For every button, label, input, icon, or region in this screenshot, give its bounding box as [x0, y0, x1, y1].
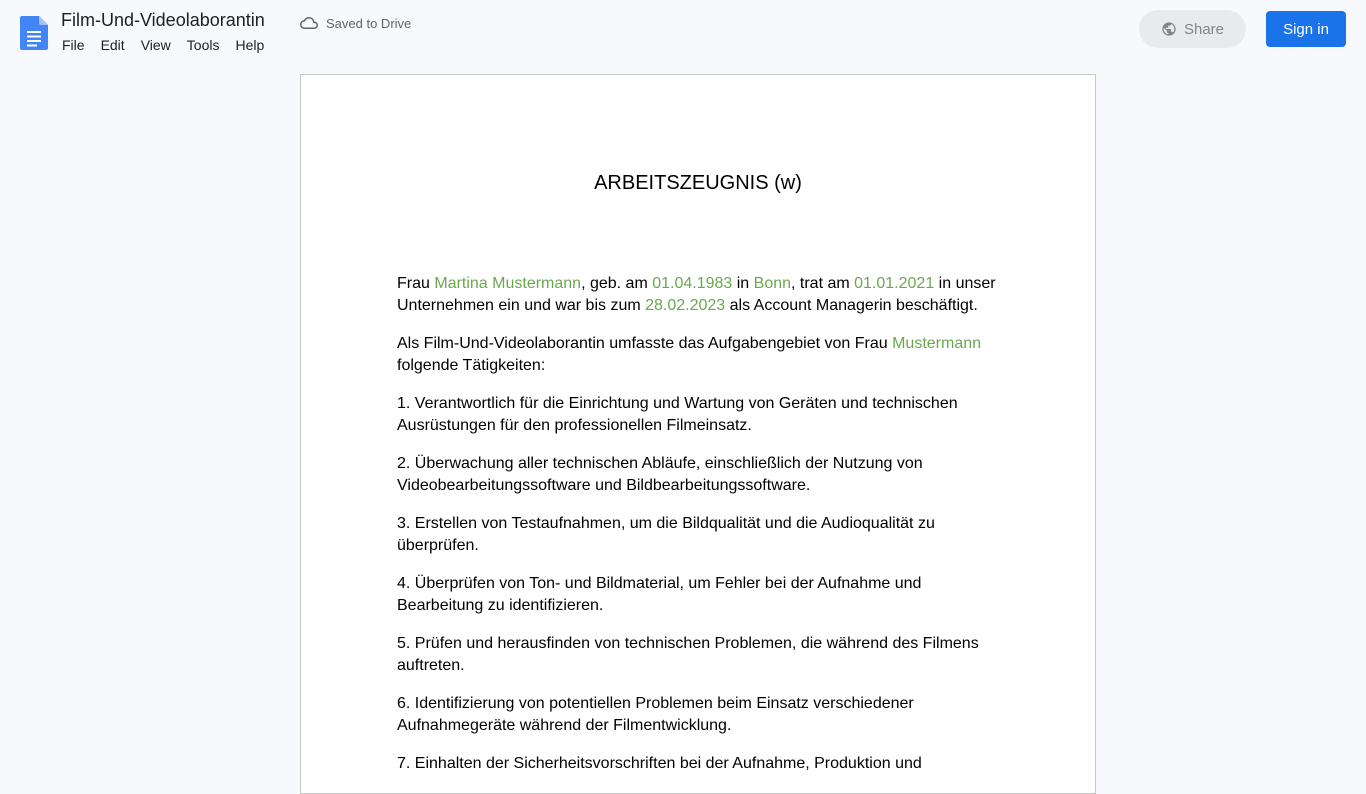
cloud-done-icon	[300, 14, 318, 32]
menu-help[interactable]: Help	[235, 37, 265, 53]
task-item: 6. Identifizierung von potentiellen Problemen beim Einsatz verschiedener Aufnahmegeräte während der Filmentwicklung.	[397, 695, 914, 734]
sign-in-button[interactable]: Sign in	[1266, 11, 1346, 47]
document-page[interactable]	[300, 74, 1096, 794]
birth-place: Bonn	[753, 275, 792, 292]
task-item: 5. Prüfen und herausfinden von technischen Problemen, die während des Filmens auftreten.	[397, 635, 979, 674]
docs-logo-icon[interactable]	[20, 16, 48, 50]
menu-file[interactable]: File	[62, 37, 85, 53]
globe-icon	[1161, 21, 1177, 37]
tasks-intro-text: folgende Tätigkeiten:	[397, 357, 546, 374]
tasks-intro-text: Als Film-Und-Videolaborantin umfasste das Aufgabengebiet von Frau	[397, 335, 893, 352]
menu-tools[interactable]: Tools	[186, 37, 220, 53]
menu-edit[interactable]: Edit	[100, 37, 125, 53]
task-item: 2. Überwachung aller technischen Abläufe, einschließlich der Nutzung von Videobearbeitungssoftware und Bildbearbeitungssoftware.	[397, 455, 923, 494]
intro-paragraph	[397, 273, 999, 317]
document-title[interactable]: Film-Und-Videolaborantin	[61, 10, 265, 30]
save-status-label: Saved to Drive	[326, 15, 412, 31]
birth-date: 01.04.1983	[652, 275, 733, 292]
intro-text: , trat am	[791, 275, 855, 292]
task-item: 1. Verantwortlich für die Einrichtung und Wartung von Geräten und technischen Ausrüstungen für den professionellen Filmeinsatz.	[397, 395, 958, 434]
tasks-intro-paragraph	[397, 333, 999, 377]
document-heading: ARBEITSZEUGNIS (w)	[594, 172, 802, 194]
end-date: 28.02.2023	[645, 297, 726, 314]
top-bar	[0, 0, 1366, 64]
employee-name: Martina Mustermann	[434, 275, 582, 292]
intro-text: als Account Managerin beschäftigt.	[725, 297, 978, 314]
menu-view[interactable]: View	[140, 37, 171, 53]
start-date: 01.01.2021	[854, 275, 935, 292]
task-item: 7. Einhalten der Sicherheitsvorschriften bei der Aufnahme, Produktion und	[397, 755, 922, 772]
task-item: 4. Überprüfen von Ton- und Bildmaterial, um Fehler bei der Aufnahme und Bearbeitung zu identifizieren.	[397, 575, 922, 614]
intro-text: in	[732, 275, 754, 292]
employee-surname: Mustermann	[892, 335, 982, 352]
save-status[interactable]	[300, 14, 411, 32]
document-body	[397, 273, 999, 791]
share-button-label: Share	[1183, 20, 1225, 38]
menu-bar	[54, 36, 272, 56]
share-button[interactable]	[1139, 10, 1246, 48]
intro-text: Frau	[397, 275, 435, 292]
intro-text: in unser Unternehmen ein und war bis zum	[397, 275, 996, 314]
task-item: 3. Erstellen von Testaufnahmen, um die Bildqualität und die Audioqualität zu überprüfen.	[397, 515, 935, 554]
intro-text: , geb. am	[581, 275, 653, 292]
